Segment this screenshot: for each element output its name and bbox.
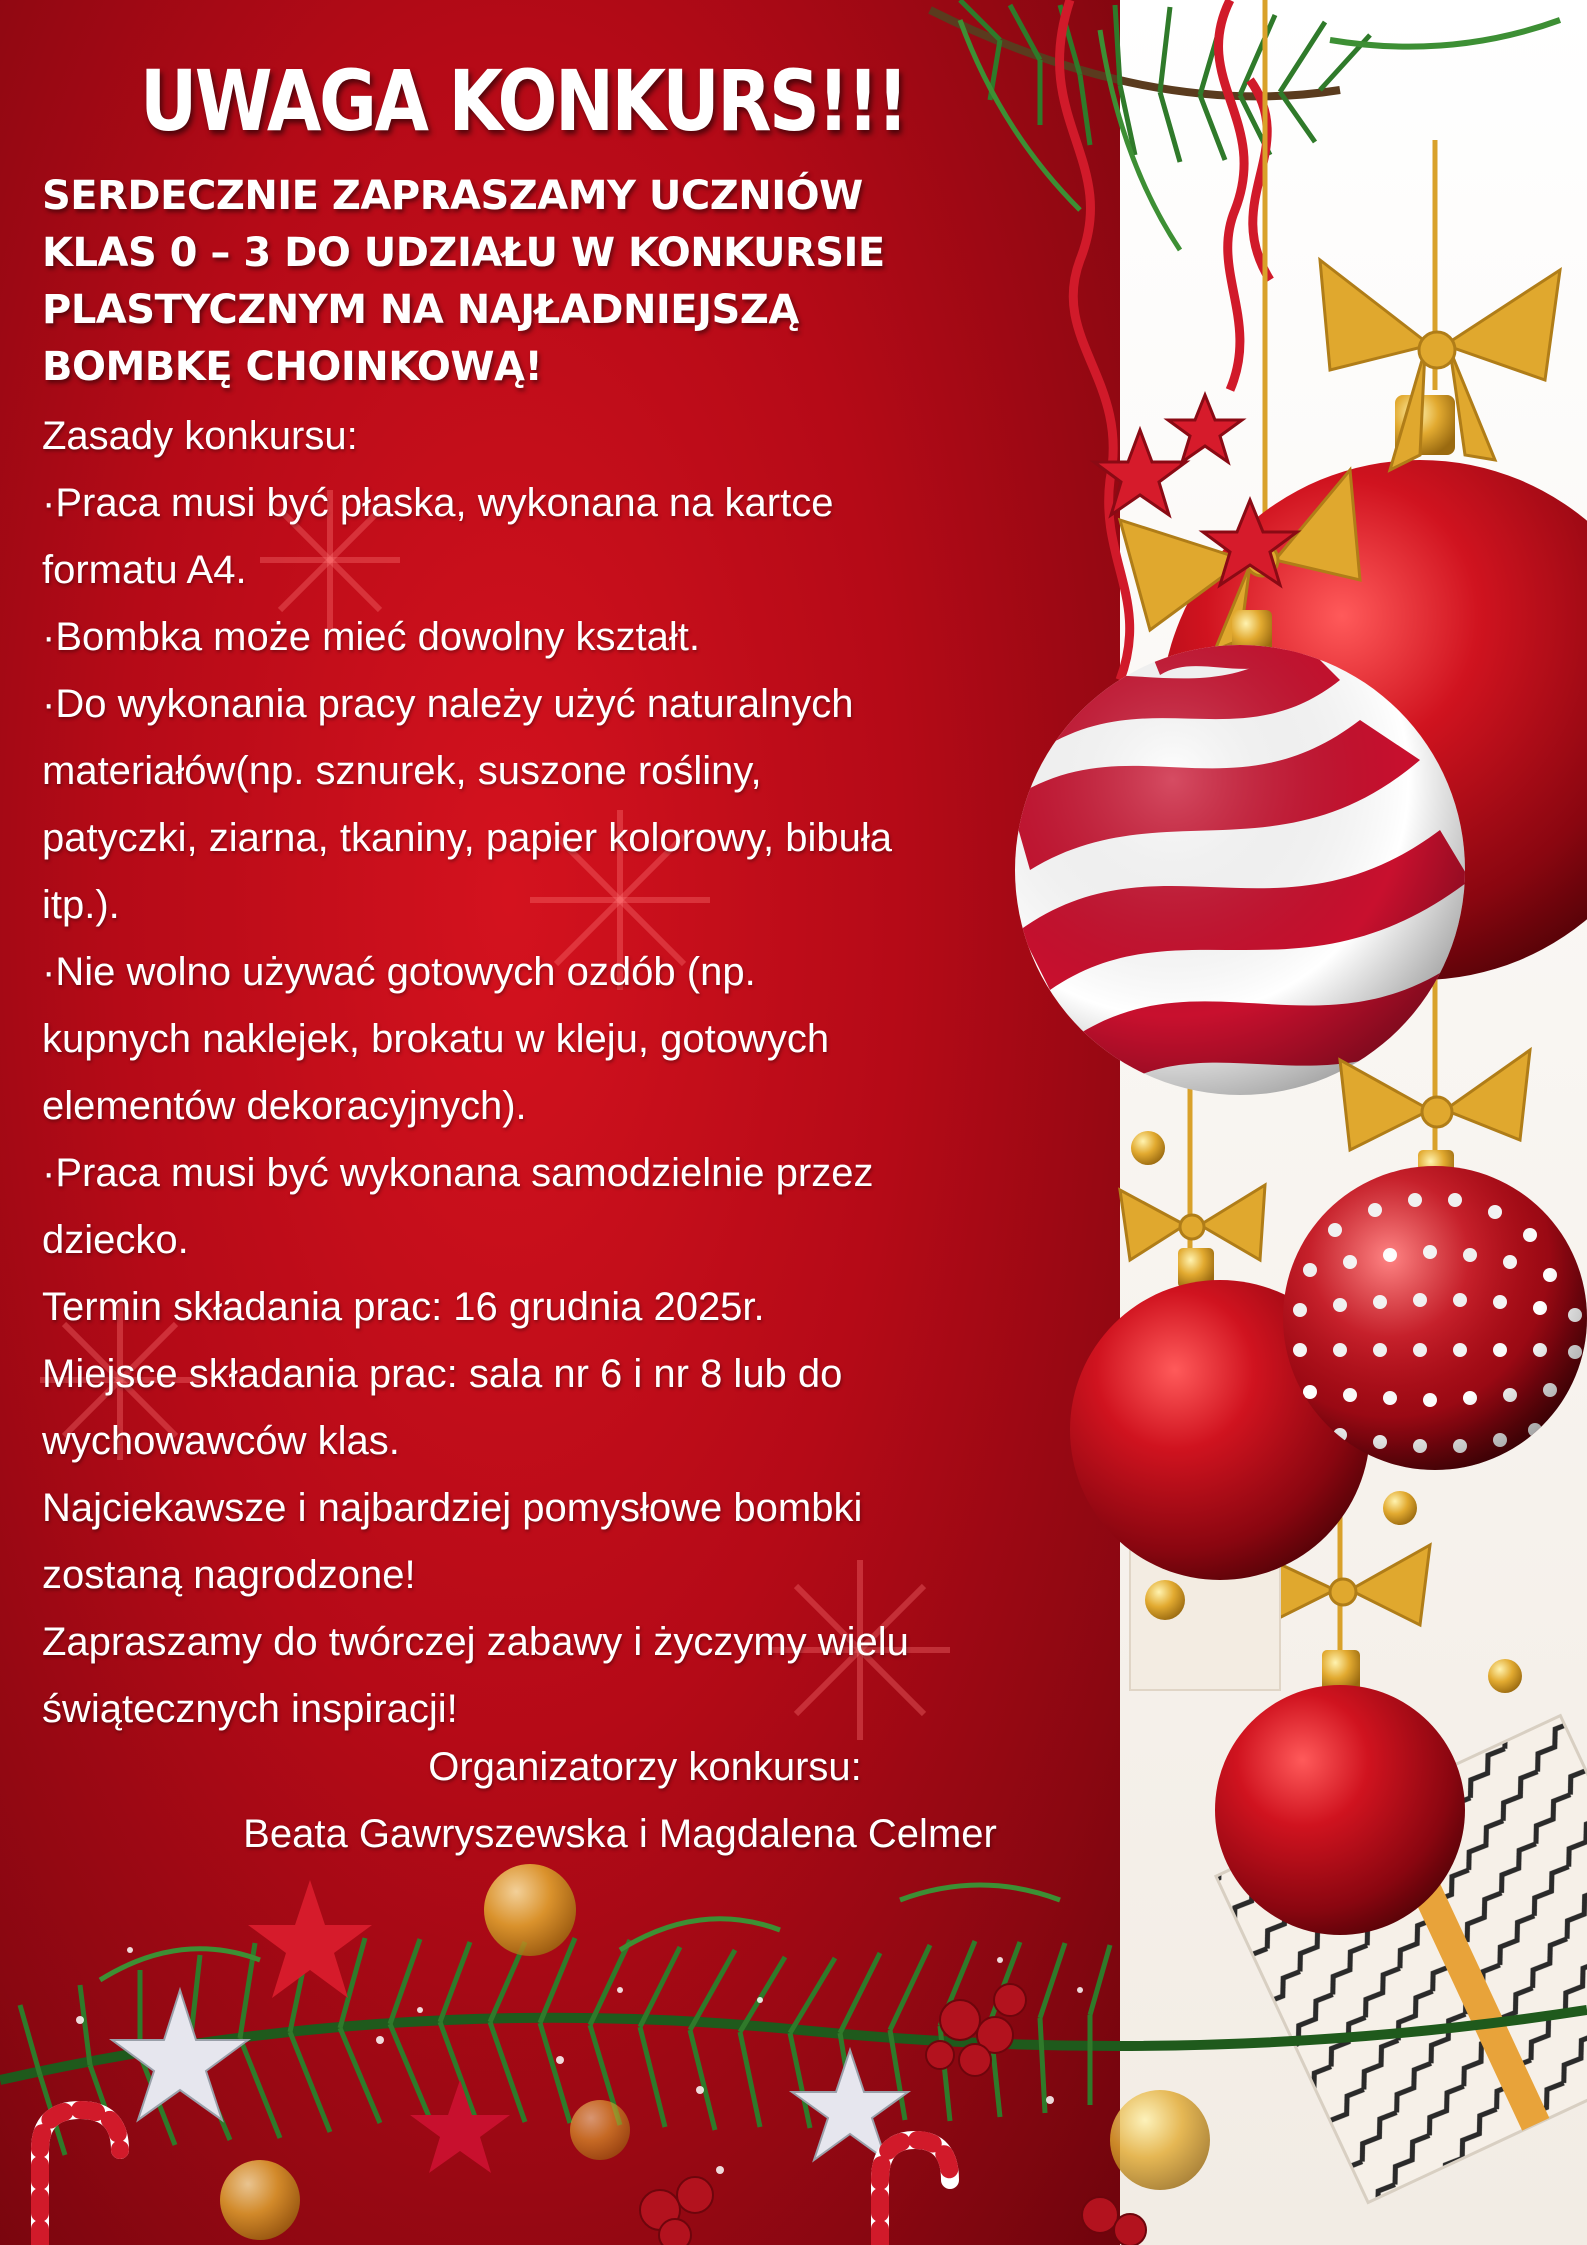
closing-line: świątecznych inspiracji! [42,1687,458,1731]
rule-line: kupnych naklejek, brokatu w kleju, gotowych [42,1017,830,1061]
rule-line: formatu A4. [42,548,247,592]
rule-line: dziecko. [42,1218,189,1262]
organizers-label: Organizatorzy konkursu: [428,1745,862,1789]
poster-title: UWAGA KONKURS!!! [140,52,907,150]
invitation-heading [42,168,942,396]
invitation-line: KLAS 0 – 3 DO UDZIAŁU W KONKURSIE [42,230,885,276]
invitation-line: SERDECZNIE ZAPRASZAMY UCZNIÓW [42,173,863,219]
rule-line: ·Nie wolno używać gotowych ozdób (np. [42,950,756,994]
rules-heading: Zasady konkursu: [42,414,358,458]
candy-cane-icon [40,2110,950,2245]
rules-text [42,403,1042,1743]
prize-line: zostaną nagrodzone! [42,1553,416,1597]
invitation-line: PLASTYCZNYM NA NAJŁADNIEJSZĄ [42,287,799,333]
rule-line: ·Bombka może mieć dowolny kształt. [42,615,701,659]
rule-line: ·Do wykonania pracy należy użyć naturalnych [42,682,854,726]
rule-line: ·Praca musi być płaska, wykonana na kartce [42,481,834,525]
polka-dot-bauble-icon [1283,1150,1587,1470]
pine-branch-icon [930,0,1560,250]
rule-line: itp.). [42,883,120,927]
rule-line: materiałów(np. sznurek, suszone rośliny, [42,749,762,793]
deadline-line: Termin składania prac: 16 grudnia 2025r. [42,1285,765,1329]
red-bauble-icon [1215,1650,1465,1935]
prize-line: Najciekawsze i najbardziej pomysłowe bombki [42,1486,863,1530]
rule-line: ·Praca musi być wykonana samodzielnie przez [42,1151,874,1195]
invitation-line: BOMBKĘ CHOINKOWĄ! [42,344,543,390]
location-line: wychowawców klas. [42,1419,400,1463]
location-line: Miejsce składania prac: sala nr 6 i nr 8 lub do [42,1352,843,1396]
organizers-names: Beata Gawryszewska i Magdalena Celmer [243,1812,997,1856]
rule-line: elementów dekoracyjnych). [42,1084,527,1128]
rule-line: patyczki, ziarna, tkaniny, papier kolorowy, bibuła [42,816,893,860]
closing-line: Zapraszamy do twórczej zabawy i życzymy wielu [42,1620,909,1664]
